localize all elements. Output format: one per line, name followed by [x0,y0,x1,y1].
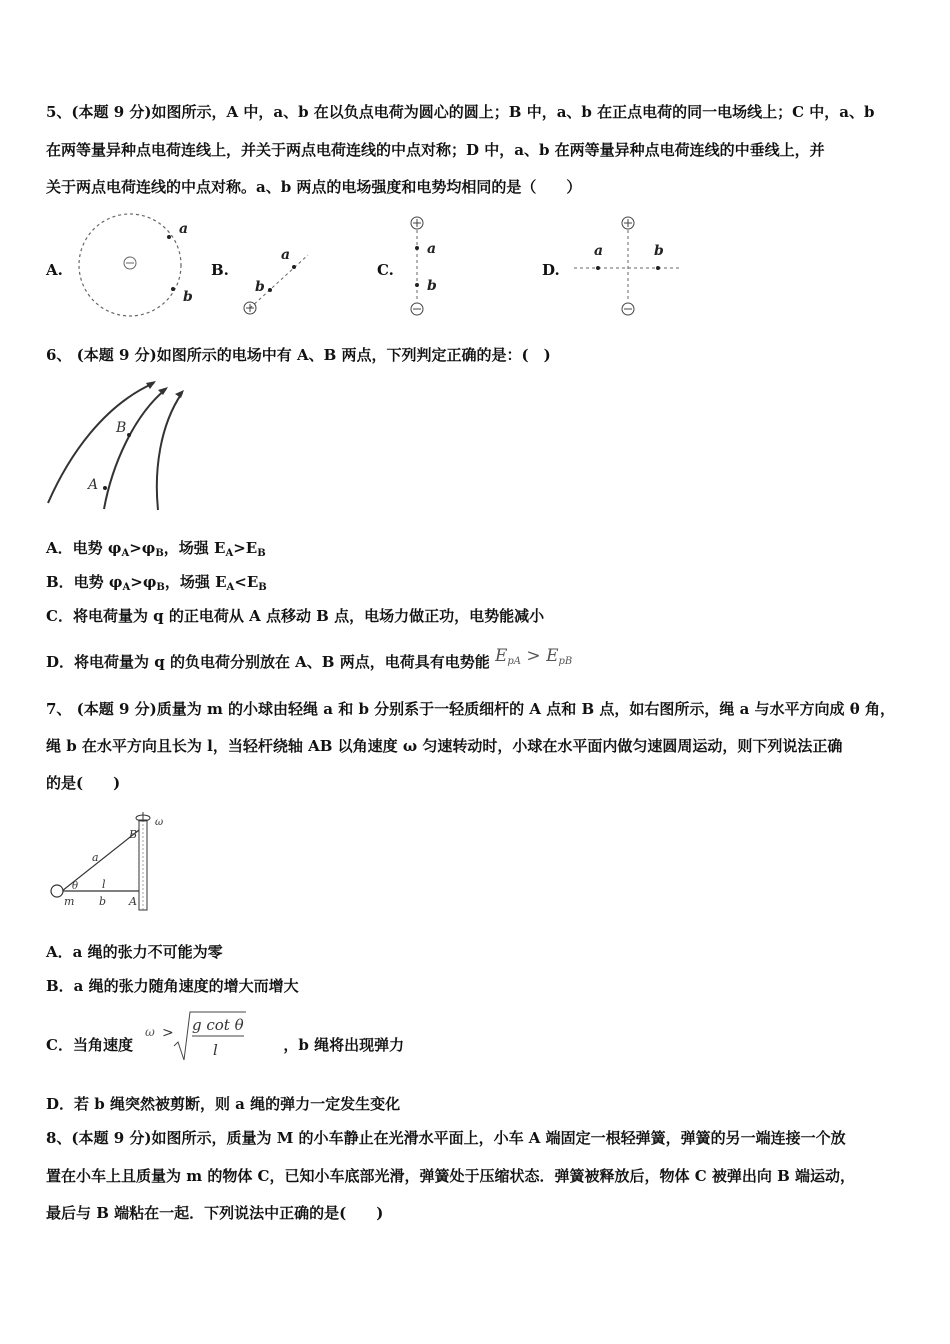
q7-fig-mass-m: m [64,895,75,908]
q6-option-c: C．将电荷量为 q 的正电荷从 A 点移动 B 点，电场力做正功，电势能减小 [46,607,545,625]
q8-stem-line1: 8、(本题 9 分)如图所示，质量为 M 的小车静止在光滑水平面上，小车 A 端固定一根轻弹簧，弹簧的另一端连接一个放 [46,1129,846,1147]
q7-option-c: C．当角速度 ，b 绳将出现弹力 [46,1036,405,1054]
q7-fig-point-b: B [129,828,138,841]
q7-stem-line1: 7、 (本题 9 分)质量为 m 的小球由轻绳 a 和 b 分别系于一轻质细杆的 A 点和 B 点，如右图所示，绳 a 与水平方向成 θ 角， [46,700,895,718]
q6-option-a: A．电势 $\varphi_A>\varphi_B$，场强 $E_A>E_B$ [46,539,266,559]
q5-option-c-label: C. [377,261,394,279]
q5-fig-c-point-b: b [427,278,437,294]
q7-formula-gt: > [162,1025,174,1041]
q8-stem-line3: 最后与 B 端粘在一起．下列说法中正确的是( ) [46,1204,384,1222]
q5-fig-a-point-b: b [183,289,193,305]
q6-stem: 6、 (本题 9 分)如图所示的电场中有 A、B 两点，下列判定正确的是：( ) [46,346,551,364]
q5-stem-line2: 在两等量异种点电荷连线上，并关于两点电荷连线的中点对称；D 中，a、b 在两等量异种点电荷连线的中垂线上，并 [46,141,825,159]
q7-option-d: D．若 b 绳突然被剪断，则 a 绳的弹力一定发生变化 [46,1095,401,1113]
q5-option-b-label: B. [211,261,229,279]
q7-formula-numerator: g cot θ [192,1016,244,1034]
q8-stem-line2: 置在小车上且质量为 m 的物体 C，已知小车底部光滑，弹簧处于压缩状态．弹簧被释放后，物体 C 被弹出向 B 端运动， [46,1167,855,1185]
q6-option-b: B．电势 $\varphi_A>\varphi_B$，场强 $E_A<E_B$ [46,573,267,593]
q6-field-lines-figure [44,375,194,515]
q7-fig-length-l: l [102,878,106,891]
q7-fig-rope-b: b [99,895,107,908]
q7-rotating-rod-figure [44,810,184,920]
q5-stem-line1: 5、(本题 9 分)如图所示，A 中，a、b 在以负点电荷为圆心的圆上；B 中，a、b 在正点电荷的同一电场线上；C 中，a、b [46,103,875,121]
q5-fig-d-point-a: a [594,243,604,259]
q5-option-a-label: A. [46,261,63,279]
q5-figure-a [75,210,193,320]
q5-fig-d-point-b: b [654,243,664,259]
q7-omega-condition-formula [142,1008,262,1063]
q7-option-a: A．a 绳的张力不可能为零 [46,943,223,961]
q7-fig-theta: θ [72,881,79,892]
q7-fig-rope-a: a [92,851,99,864]
q6-fig-point-a: A [88,477,99,493]
q5-fig-a-point-a: a [179,221,189,237]
q7-stem-line3: 的是( ) [46,774,121,792]
q7-fig-point-a: A [129,895,137,908]
q7-fig-omega: ω [155,817,164,828]
q5-option-d-label: D. [542,261,560,279]
q6-option-d: D．将电荷量为 q 的负电荷分别放在 A、B 两点，电荷具有电势能 $E_{pA} > E_{pB}$ [46,646,573,671]
q6-fig-point-b: B [116,420,127,436]
q5-fig-b-point-b: b [255,279,265,295]
q5-figure-b [238,245,318,320]
q5-fig-b-point-a: a [281,247,291,263]
q5-fig-c-point-a: a [427,241,437,257]
q7-formula-omega: ω [145,1025,155,1039]
q5-figure-d [570,213,690,319]
q6-energy-inequality: $E_{pA} > E_{pB}$ [494,646,573,667]
q7-formula-denominator: l [213,1041,218,1059]
q5-figure-c [405,213,445,319]
q5-stem-line3: 关于两点电荷连线的中点对称。a、b 两点的电场强度和电势均相同的是（ ） [46,178,582,196]
q7-option-b: B．a 绳的张力随角速度的增大而增大 [46,977,299,995]
q7-stem-line2: 绳 b 在水平方向且长为 l，当轻杆绕轴 AB 以角速度 ω 匀速转动时，小球在水平面内做匀速圆周运动，则下列说法正确 [46,737,843,755]
